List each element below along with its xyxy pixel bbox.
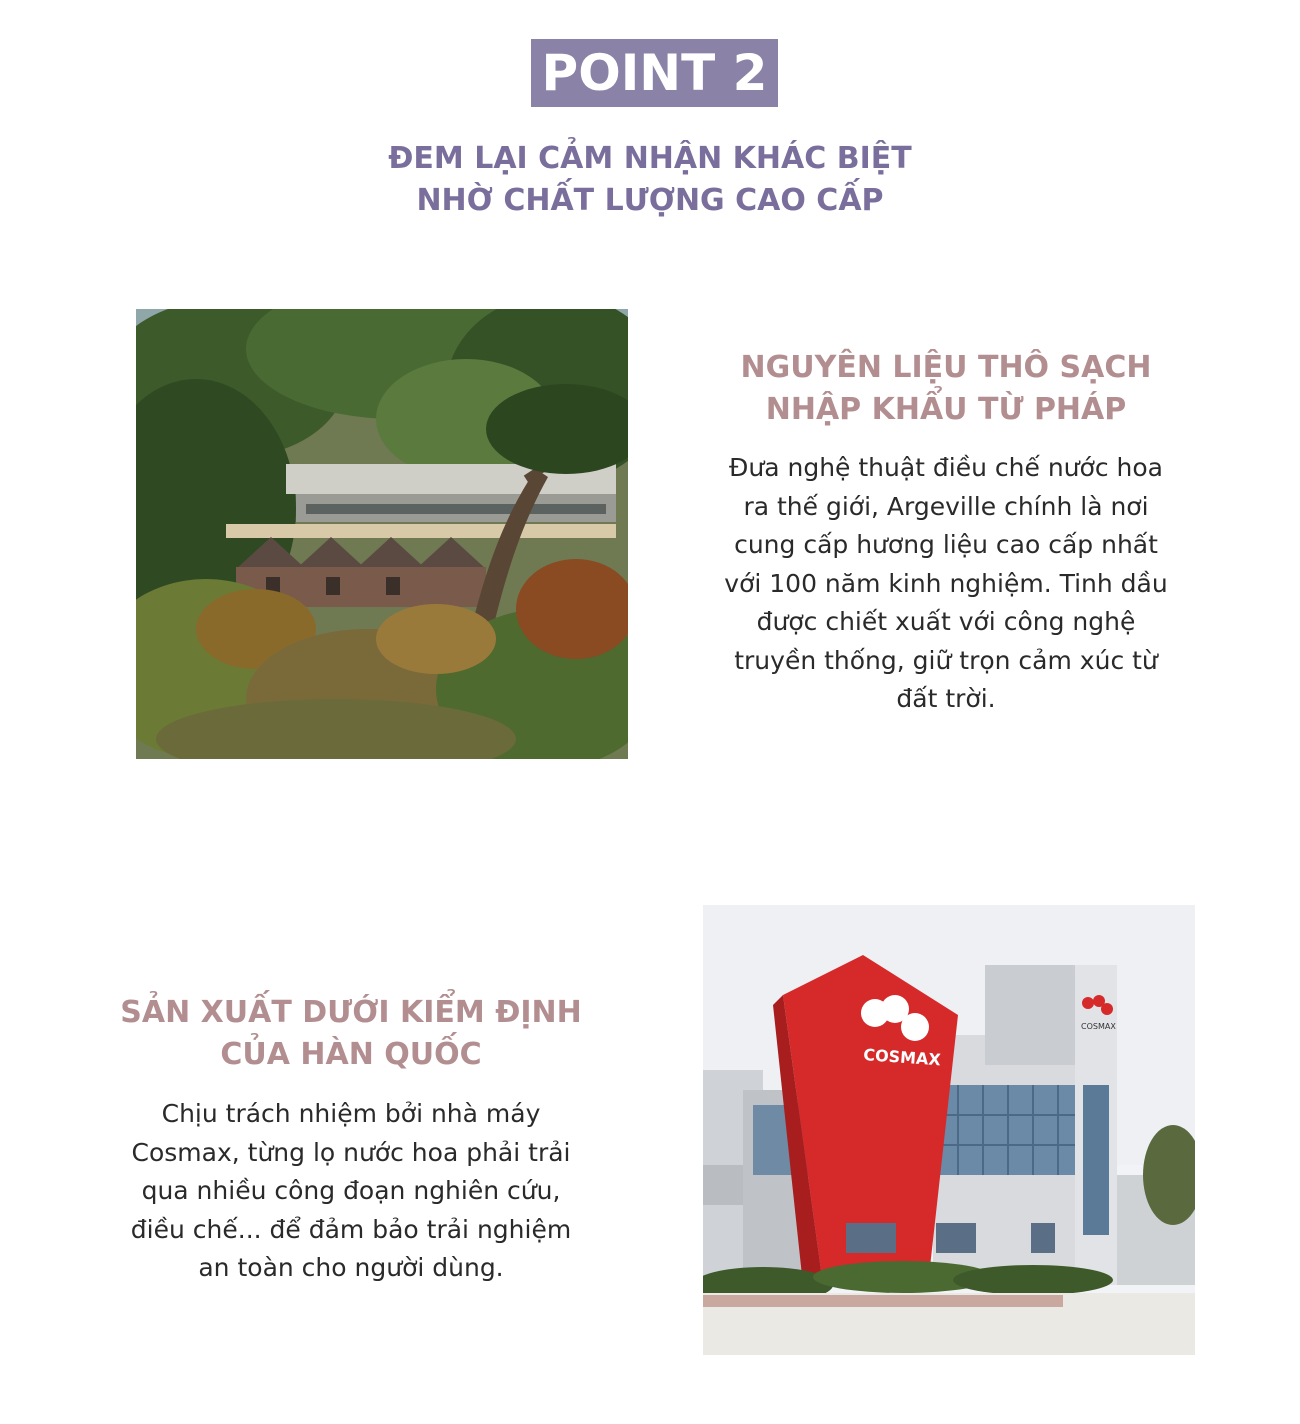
body-line: ra thế giới, Argeville chính là nơi xyxy=(743,491,1149,521)
body-line: an toàn cho người dùng. xyxy=(198,1253,504,1282)
svg-text:COSMAX: COSMAX xyxy=(1081,1022,1116,1031)
section-subtitle xyxy=(250,138,1050,222)
heading-line: NHẬP KHẨU TỪ PHÁP xyxy=(765,392,1127,427)
heading-line: NGUYÊN LIỆU THÔ SẠCH xyxy=(740,350,1152,385)
argeville-building-photo xyxy=(136,309,628,759)
svg-text:COSMAX: COSMAX xyxy=(862,1045,942,1070)
body-line: Chịu trách nhiệm bởi nhà máy xyxy=(161,1099,541,1128)
point-badge-label: POINT 2 xyxy=(541,44,768,102)
heading-line: SẢN XUẤT DƯỚI KIỂM ĐỊNH xyxy=(120,995,582,1030)
body-line: điều chế... để đảm bảo trải nghiệm xyxy=(130,1214,572,1244)
heading-line: CỦA HÀN QUỐC xyxy=(220,1037,482,1072)
body-line: với 100 năm kinh nghiệm. Tinh dầu xyxy=(724,568,1168,598)
section1-heading xyxy=(700,347,1192,431)
subtitle-line: ĐEM LẠI CẢM NHẬN KHÁC BIỆT xyxy=(388,141,912,176)
point-badge xyxy=(531,39,778,107)
body-line: cung cấp hương liệu cao cấp nhất xyxy=(734,530,1158,559)
body-line: Cosmax, từng lọ nước hoa phải trải xyxy=(131,1137,571,1167)
section2-heading xyxy=(100,992,602,1076)
body-line: Đưa nghệ thuật điều chế nước hoa xyxy=(729,453,1163,482)
subtitle-line: NHỜ CHẤT LƯỢNG CAO CẤP xyxy=(416,183,884,218)
body-line: truyền thống, giữ trọn cảm xúc từ xyxy=(734,645,1158,675)
body-line: được chiết xuất với công nghệ xyxy=(756,607,1136,636)
body-line: qua nhiều công đoạn nghiên cứu, xyxy=(141,1176,561,1205)
cosmax-factory-photo xyxy=(703,905,1195,1355)
section2-body xyxy=(100,1095,602,1288)
section1-body xyxy=(700,449,1192,719)
body-line: đất trời. xyxy=(896,684,996,713)
